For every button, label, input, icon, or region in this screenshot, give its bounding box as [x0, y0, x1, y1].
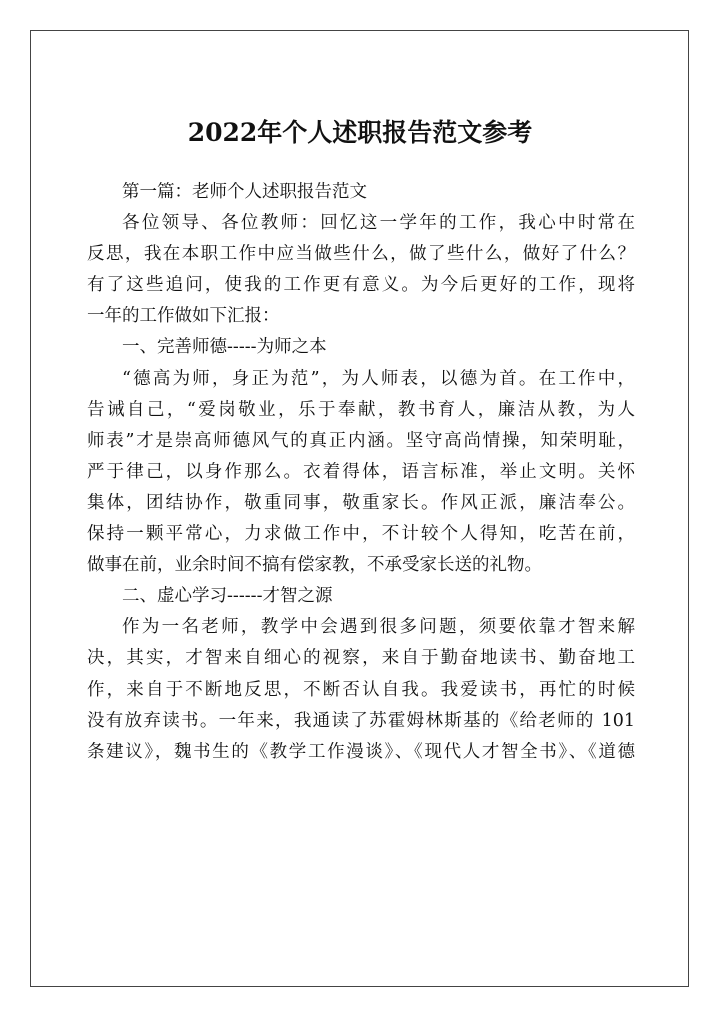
document-title: 2022年个人述职报告范文参考 [187, 118, 533, 147]
paragraph-line: “德高为师，身正为范”，为人师表，以德为首。在工作中， [122, 368, 635, 389]
paragraph-line: 严于律己，以身作那么。衣着得体，语言标准，举止文明。关怀 [87, 461, 635, 482]
subsection-heading: 二、虚心学习------才智之源 [122, 586, 333, 607]
document-body [87, 177, 635, 768]
paragraph-line: 保持一颗平常心，力求做工作中，不计较个人得知，吃苦在前， [87, 524, 635, 545]
paragraph-line: 各位领导、各位教师：回忆这一学年的工作，我心中时常在 [122, 213, 635, 234]
paragraph-line: 做事在前，业余时间不搞有偿家教，不承受家长送的礼物。 [87, 555, 542, 576]
paragraph-line: 师表”才是崇高师德风气的真正内涵。坚守高尚情操，知荣明耻， [87, 430, 635, 451]
paragraph-line: 条建议》，魏书生的《教学工作漫谈》、《现代人才智全书》、《道德 [87, 741, 635, 762]
subsection-heading: 一、完善师德-----为师之本 [122, 337, 327, 358]
paragraph-line: 决，其实，才智来自细心的视察，来自于勤奋地读书、勤奋地工 [87, 648, 635, 669]
section-heading: 第一篇：老师个人述职报告范文 [122, 182, 367, 202]
paragraph-line: 没有放弃读书。一年来，我通读了苏霍姆林斯基的《给老师的 101 [87, 710, 635, 731]
paragraph-line: 作，来自于不断地反思，不断否认自我。我爱读书，再忙的时候 [87, 679, 635, 700]
paragraph-line: 有了这些追问，使我的工作更有意义。为今后更好的工作，现将 [87, 275, 635, 296]
paragraph-line: 反思，我在本职工作中应当做些什么，做了些什么，做好了什么？ [87, 244, 635, 265]
paragraph-line: 作为一名老师，教学中会遇到很多问题，须要依靠才智来解 [122, 617, 635, 638]
paragraph-line: 告诫自己，“爱岗敬业，乐于奉献，教书育人，廉洁从教，为人 [87, 399, 635, 420]
paragraph-line: 一年的工作做如下汇报： [87, 306, 280, 327]
paragraph-line: 集体，团结协作，敬重同事，敬重家长。作风正派，廉洁奉公。 [87, 492, 635, 513]
